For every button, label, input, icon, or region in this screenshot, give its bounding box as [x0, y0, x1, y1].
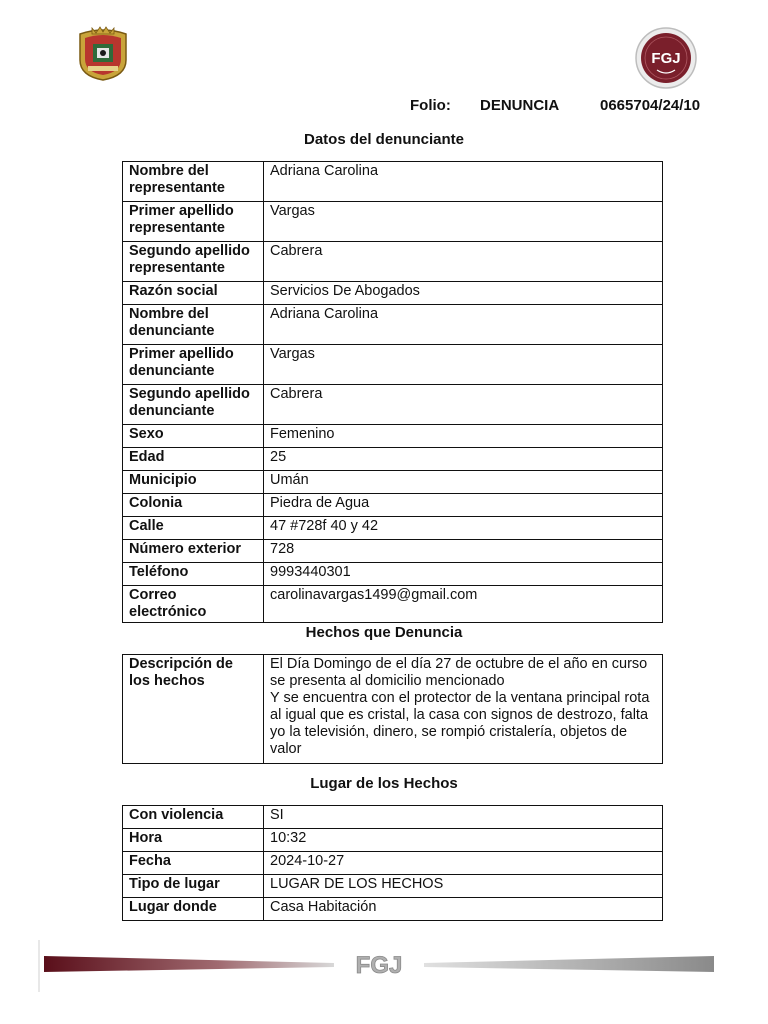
row-label: Nombre del denunciante [123, 305, 264, 345]
row-label: Lugar donde [123, 898, 264, 921]
row-label: Descripción de los hechos [123, 655, 264, 764]
table-row [123, 385, 663, 425]
row-label: Calle [123, 517, 264, 540]
table-row [123, 202, 663, 242]
row-label: Edad [123, 448, 264, 471]
folio-type: DENUNCIA [480, 97, 560, 114]
row-value: Adriana Carolina [264, 162, 663, 202]
denunciante-table [122, 161, 663, 623]
table-row [123, 875, 663, 898]
table-row [123, 540, 663, 563]
row-value: Adriana Carolina [264, 305, 663, 345]
row-value: Vargas [264, 345, 663, 385]
row-label: Hora [123, 829, 264, 852]
row-label: Sexo [123, 425, 264, 448]
table-row [123, 655, 663, 764]
row-label: Correo electrónico [123, 586, 264, 623]
row-label: Fecha [123, 852, 264, 875]
fgj-logo-text: FGJ [355, 952, 403, 979]
row-value: Cabrera [264, 242, 663, 282]
row-value: Vargas [264, 202, 663, 242]
footer-right-stripe [424, 956, 714, 972]
table-row [123, 517, 663, 540]
row-value: 10:32 [264, 829, 663, 852]
table-row [123, 448, 663, 471]
row-label: Colonia [123, 494, 264, 517]
section-title-lugar: Lugar de los Hechos [310, 775, 458, 792]
footer-left-stripe [44, 956, 334, 972]
row-label: Segundo apellido representante [123, 242, 264, 282]
row-value: El Día Domingo de el día 27 de octubre de el año en curso se presenta al domicilio mencionado Y se encuentra con el protector de la ventana principal rota al igual que es cristal, la casa con signos de destrozo, falta yo la televisión, dinero, se rompió cristalería, objetos de valor [264, 655, 663, 764]
table-row [123, 586, 663, 623]
table-row [123, 563, 663, 586]
section-title-hechos: Hechos que Denuncia [305, 624, 463, 641]
table-row [123, 425, 663, 448]
svg-text:FGJ: FGJ [651, 50, 681, 67]
row-value: Servicios De Abogados [264, 282, 663, 305]
footer-banner [44, 950, 714, 980]
table-row [123, 162, 663, 202]
hechos-table [122, 654, 663, 764]
row-value: Cabrera [264, 385, 663, 425]
row-value: 25 [264, 448, 663, 471]
table-row [123, 898, 663, 921]
state-coat-of-arms-icon [74, 24, 132, 82]
row-value: LUGAR DE LOS HECHOS [264, 875, 663, 898]
row-value: 728 [264, 540, 663, 563]
table-row [123, 806, 663, 829]
page-edge-divider [38, 940, 40, 992]
row-label: Municipio [123, 471, 264, 494]
row-label: Teléfono [123, 563, 264, 586]
row-value: 2024-10-27 [264, 852, 663, 875]
table-row [123, 282, 663, 305]
lugar-table [122, 805, 663, 921]
folio-label: Folio: [410, 97, 451, 114]
row-label: Primer apellido representante [123, 202, 264, 242]
table-row [123, 471, 663, 494]
row-value: 9993440301 [264, 563, 663, 586]
fgj-seal-icon [630, 26, 702, 90]
row-label: Nombre del representante [123, 162, 264, 202]
table-row [123, 345, 663, 385]
row-value: carolinavargas1499@gmail.com [264, 586, 663, 623]
row-value: 47 #728f 40 y 42 [264, 517, 663, 540]
row-value: SI [264, 806, 663, 829]
row-label: Primer apellido denunciante [123, 345, 264, 385]
row-value: Casa Habitación [264, 898, 663, 921]
row-label: Razón social [123, 282, 264, 305]
row-label: Segundo apellido denunciante [123, 385, 264, 425]
row-label: Con violencia [123, 806, 264, 829]
row-value: Umán [264, 471, 663, 494]
row-label: Tipo de lugar [123, 875, 264, 898]
table-row [123, 305, 663, 345]
table-row [123, 829, 663, 852]
table-row [123, 494, 663, 517]
row-value: Piedra de Agua [264, 494, 663, 517]
section-title-denunciante: Datos del denunciante [303, 131, 465, 148]
table-row [123, 242, 663, 282]
folio-number: 0665704/24/10 [600, 97, 701, 114]
row-label: Número exterior [123, 540, 264, 563]
row-value: Femenino [264, 425, 663, 448]
table-row [123, 852, 663, 875]
